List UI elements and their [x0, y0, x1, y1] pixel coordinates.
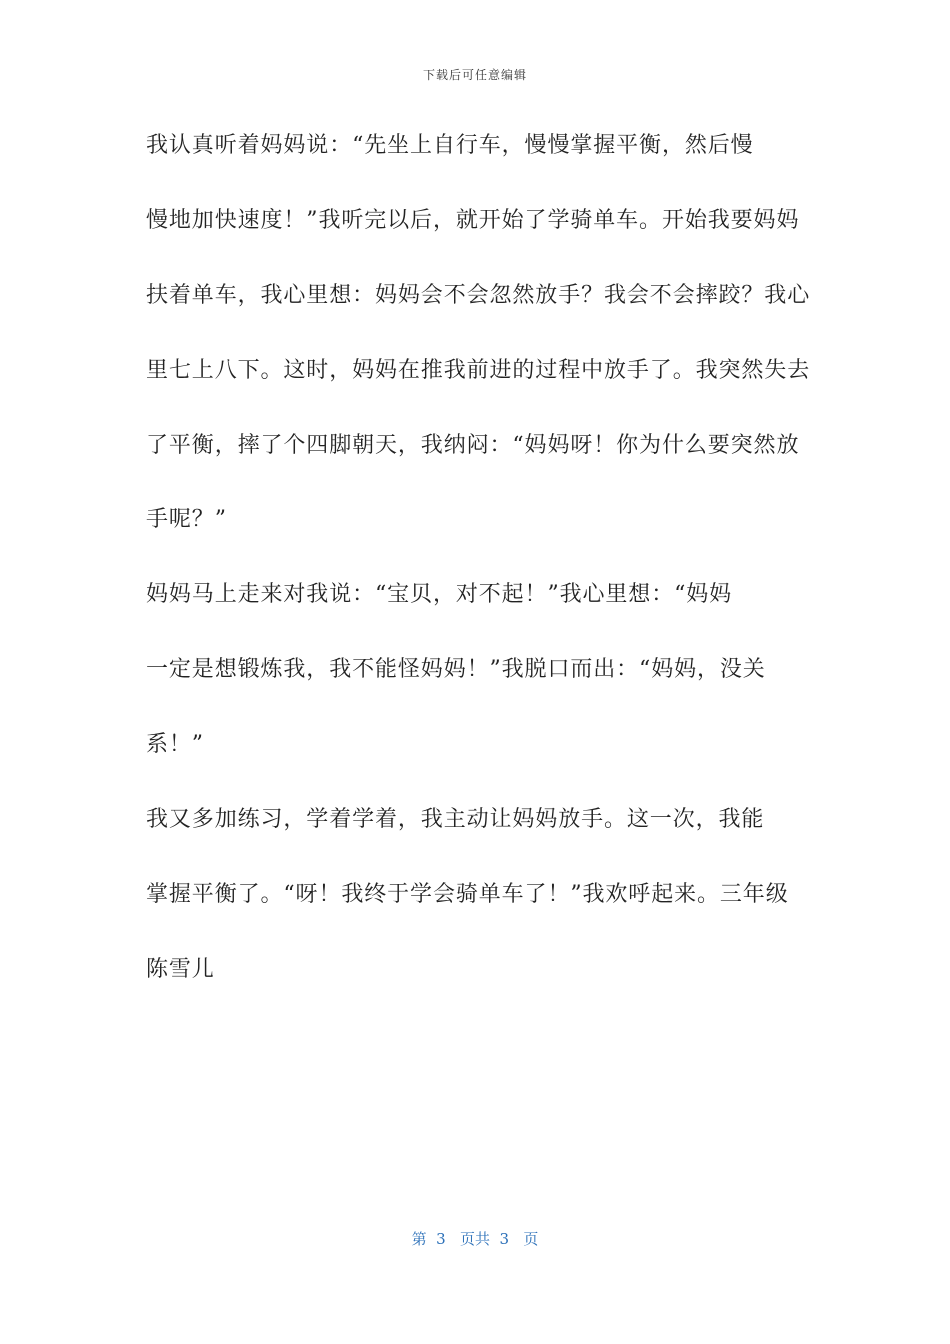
body-line-10: 我又多加练习，学着学着，我主动让妈妈放手。这一次，我能: [146, 807, 765, 832]
page-header: 下载后可任意编辑: [422, 68, 527, 82]
body-line-1: 我认真听着妈妈说：“先坐上自行车，慢慢掌握平衡，然后慢: [146, 133, 754, 158]
body-line-6: 手呢？”: [146, 507, 227, 532]
body-line-7: 妈妈马上走来对我说：“宝贝，对不起！”我心里想：“妈妈: [146, 582, 733, 607]
body-line-4: 里七上八下。这时，妈妈在推我前进的过程中放手了。我突然失去: [146, 358, 811, 383]
body-line-12: 陈雪儿: [146, 957, 215, 982]
body-line-5: 了平衡，摔了个四脚朝天，我纳闷：“妈妈呀！你为什么要突然放: [146, 433, 800, 458]
page-footer: 第 3 页共 3 页: [411, 1230, 539, 1248]
body-line-8: 一定是想锻炼我，我不能怪妈妈！”我脱口而出：“妈妈，没关: [146, 657, 766, 682]
body-line-9: 系！”: [146, 732, 204, 757]
body-line-3: 扶着单车，我心里想：妈妈会不会忽然放手？我会不会摔跤？我心: [146, 283, 811, 308]
body-line-11: 掌握平衡了。“呀！我终于学会骑单车了！”我欢呼起来。三年级: [146, 882, 789, 907]
body-line-2: 慢地加快速度！”我听完以后，就开始了学骑单车。开始我要妈妈: [146, 208, 800, 233]
